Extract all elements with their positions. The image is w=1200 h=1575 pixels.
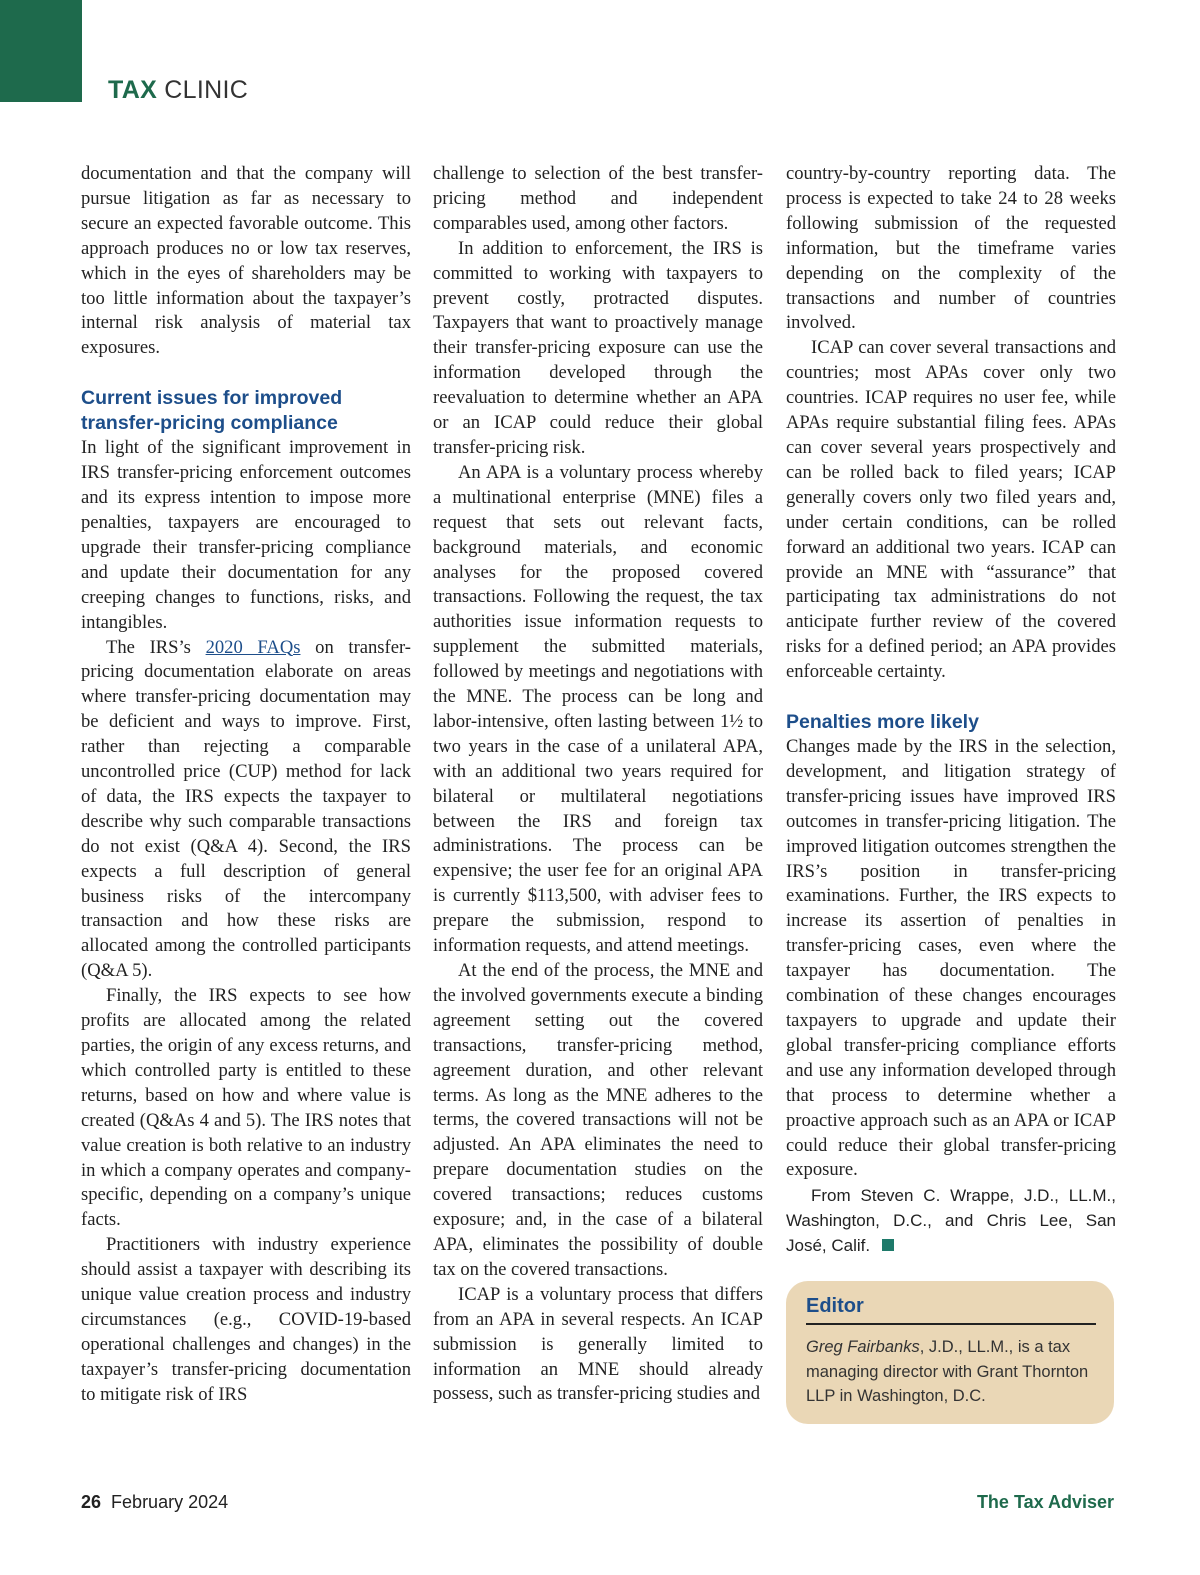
- end-mark-icon: [882, 1239, 894, 1251]
- paragraph: documentation and that the company will pursue litigation as far as necessary to secure an expected favorable outcome. This approach produces no or low tax reserves, which in the eyes of shareholders may be too little information about the taxpayer’s internal risk analysis of material tax exposures.: [81, 163, 411, 359]
- author-byline: [786, 1183, 1116, 1258]
- paragraph: ICAP is a voluntary process that differs from an APA in several respects. An ICAP submission is generally limited to information an MNE should already possess, such as transfer-pricing studies and: [433, 1283, 763, 1405]
- paragraph: country-by-country reporting data. The process is expected to take 24 to 28 weeks following submission of the requested information, but the timeframe varies depending on the complexity of the transactions and number of countries involved.: [786, 163, 1116, 334]
- paragraph: In light of the significant improvement in IRS transfer-pricing enforcement outcomes and its express intention to impose more penalties, taxpayers are encouraged to upgrade their transfer-pricing compliance and update their documentation for any creeping changes to functions, risks, and intangibles.: [81, 437, 411, 633]
- page-number: 26: [81, 1492, 102, 1512]
- editor-bio: [806, 1335, 1096, 1409]
- paragraph: ICAP can cover several transactions and countries; most APAs cover only two countries. ICAP requires no user fee, while APAs require substantial filing fees. APAs can cover several years prospectively and can be rolled back to filed years; ICAP generally covers only two filed years and, under certain conditions, can be rolled forward an additional two years. ICAP can provide an MNE with “assurance” that participating tax administrations do not anticipate further review of the covered risks for a defined period; an APA provides enforceable certainty.: [786, 337, 1116, 683]
- publication-name: The Tax Adviser: [976, 1492, 1114, 1512]
- paragraph: An APA is a voluntary process whereby a multinational enterprise (MNE) files a request that sets out relevant facts, background materials, and economic analyses for the proposed covered transactions. Following the request, the tax authorities issue information requests to supplement the submitted materials, followed by meetings and negotiations with the MNE. The process can be long and labor-intensive, often lasting between 1½ to two years in the case of a unilateral APA, with an additional two years required for bilateral or multilateral negotiations between the IRS and foreign tax administrations. The process can be expensive; the user fee for an original APA is currently $113,500, with adviser fees to prepare the submission, respond to information requests, and attend meetings.: [433, 461, 763, 957]
- section-label-rest: CLINIC: [164, 76, 249, 104]
- section-label-bold: TAX: [108, 76, 158, 104]
- subheading-penalties: Penalties more likely: [786, 711, 979, 734]
- paragraph-text: The IRS’s: [106, 636, 206, 658]
- paragraph: Changes made by the IRS in the selection, development, and litigation strategy of transfer-pricing issues have improved IRS outcomes in transfer-pricing litigation. The improved litigation outcomes strengthen the IRS’s position in transfer-pricing examinations. Further, the IRS expects to increase its assertion of penalties in transfer-pricing cases, even where the taxpayer has documentation. The combination of these changes encourages taxpayers to upgrade and update their global transfer-pricing compliance efforts and use any information developed through that process to determine whether a proactive approach such as an APA or ICAP could reduce their global transfer-pricing exposure.: [786, 736, 1116, 1181]
- issue-date: February 2024: [111, 1492, 229, 1512]
- column-3: [786, 162, 1116, 1258]
- section-label: [108, 76, 248, 105]
- column-2: [433, 162, 763, 1407]
- header-color-block: [0, 0, 82, 102]
- paragraph: Finally, the IRS expects to see how profits are allocated among the related parties, the origin of any excess returns, and which controlled party is entitled to these returns, based on how and where value is created (Q&As 4 and 5). The IRS notes that value creation is both relative to an industry in which a company operates and company-specific, depending on a company’s unique facts.: [81, 985, 411, 1231]
- subheading-current-issues: Current issues for improved transfer-pricing compliance: [81, 387, 343, 435]
- paragraph: Practitioners with industry experience should assist a taxpayer with describing its unique value creation process and industry circumstances (e.g., COVID-19-based operational challenges and changes) in the taxpayer’s transfer-pricing documentation to mitigate risk of IRS: [81, 1234, 411, 1405]
- column-1: [81, 162, 411, 1408]
- paragraph: challenge to selection of the best transfer-pricing method and independent comparables used, among other factors.: [433, 163, 763, 234]
- editor-name: Greg Fairbanks: [806, 1338, 920, 1356]
- editor-box: [786, 1281, 1114, 1424]
- editor-title: Editor: [806, 1295, 1096, 1325]
- faq-link[interactable]: 2020 FAQs: [205, 636, 301, 658]
- paragraph: At the end of the process, the MNE and the involved governments execute a binding agreement setting out the covered transactions, transfer-pricing method, agreement duration, and other relevant terms. As long as the MNE adheres to the terms, the covered transactions will not be adjusted. An APA eliminates the need to prepare documentation studies on the covered transactions; reduces customs exposure; and, in the case of a bilateral APA, eliminates the possibility of double tax on the covered transactions.: [433, 960, 763, 1280]
- footer-page-info: [81, 1492, 228, 1513]
- paragraph-text: on transfer-pricing documentation elaborate on areas where transfer-pricing documentation may be deficient and ways to improve. First, rather than rejecting a comparable uncontrolled price (CUP) method for lack of data, the IRS expects the taxpayer to describe why such comparable transactions do not exist (Q&A 4). Second, the IRS expects a full description of general business risks of the intercompany transaction and how these risks are allocated among the controlled participants (Q&A 5).: [81, 636, 411, 982]
- editor-bio-text: , J.D., LL.M., is a tax managing director with Grant Thornton LLP in Washington, D.C.: [806, 1338, 1089, 1405]
- paragraph: In addition to enforcement, the IRS is committed to working with taxpayers to prevent costly, protracted disputes. Taxpayers that want to proactively manage their transfer-pricing exposure can use the information developed through the reevaluation to determine whether an APA or an ICAP could reduce their global transfer-pricing risk.: [433, 237, 763, 458]
- byline-text: From Steven C. Wrappe, J.D., LL.M., Washington, D.C., and Chris Lee, San José, Calif.: [786, 1186, 1116, 1256]
- paragraph: [81, 636, 411, 985]
